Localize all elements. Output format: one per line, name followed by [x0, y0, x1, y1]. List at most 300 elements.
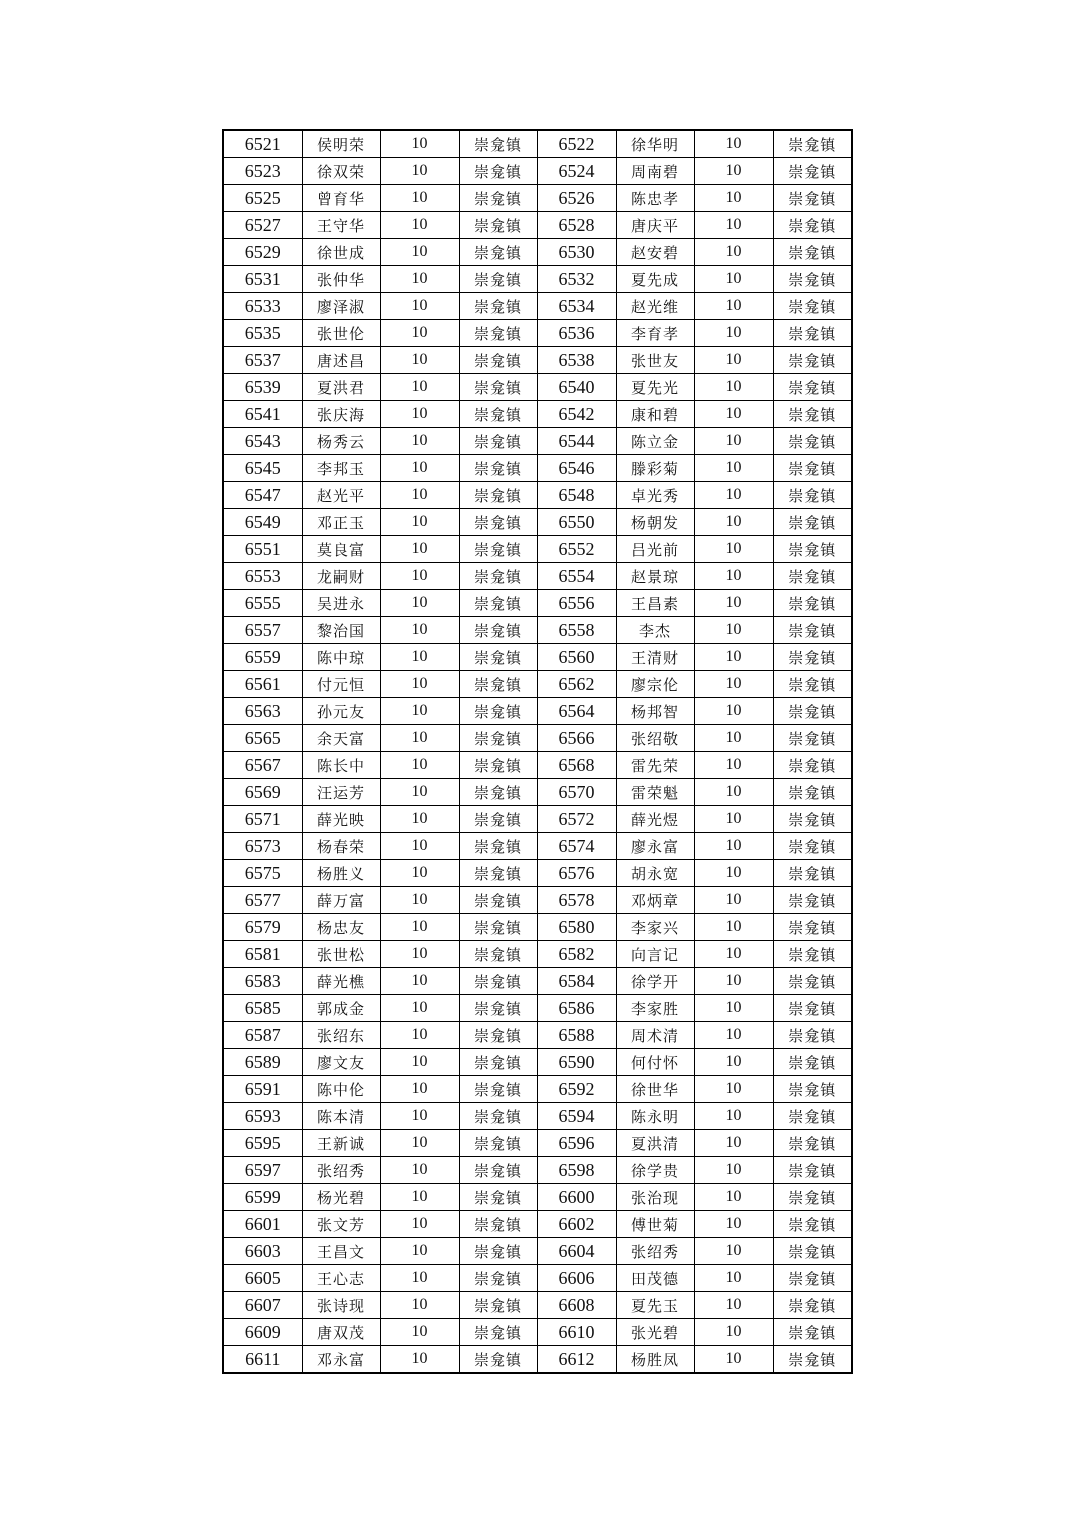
record-number-cell: 6610: [537, 1319, 616, 1346]
amount-cell: 10: [694, 293, 773, 320]
amount-cell: 10: [380, 320, 459, 347]
town-name-cell: 崇龛镇: [459, 266, 537, 293]
table-row: [223, 806, 852, 833]
amount-cell: 10: [694, 1022, 773, 1049]
record-number-cell: 6582: [537, 941, 616, 968]
amount-cell: 10: [694, 347, 773, 374]
person-name-cell: 徐世成: [302, 239, 380, 266]
town-name-cell: 崇龛镇: [459, 995, 537, 1022]
town-name-cell: 崇龛镇: [459, 1238, 537, 1265]
table-row: [223, 266, 852, 293]
record-number-cell: 6521: [223, 130, 302, 158]
town-name-cell: 崇龛镇: [773, 1130, 852, 1157]
person-name-cell: 滕彩菊: [616, 455, 694, 482]
record-number-cell: 6587: [223, 1022, 302, 1049]
town-name-cell: 崇龛镇: [773, 482, 852, 509]
amount-cell: 10: [380, 806, 459, 833]
town-name-cell: 崇龛镇: [459, 158, 537, 185]
town-name-cell: 崇龛镇: [459, 212, 537, 239]
record-number-cell: 6549: [223, 509, 302, 536]
record-number-cell: 6539: [223, 374, 302, 401]
town-name-cell: 崇龛镇: [459, 698, 537, 725]
person-name-cell: 杨邦智: [616, 698, 694, 725]
person-name-cell: 邓永富: [302, 1346, 380, 1374]
town-name-cell: 崇龛镇: [773, 293, 852, 320]
record-number-cell: 6551: [223, 536, 302, 563]
town-name-cell: 崇龛镇: [459, 833, 537, 860]
roster-body: [223, 130, 852, 1373]
town-name-cell: 崇龛镇: [773, 833, 852, 860]
amount-cell: 10: [694, 130, 773, 158]
person-name-cell: 康和碧: [616, 401, 694, 428]
amount-cell: 10: [380, 401, 459, 428]
person-name-cell: 张绍秀: [616, 1238, 694, 1265]
town-name-cell: 崇龛镇: [773, 887, 852, 914]
town-name-cell: 崇龛镇: [459, 725, 537, 752]
person-name-cell: 杨胜凤: [616, 1346, 694, 1374]
town-name-cell: 崇龛镇: [773, 1103, 852, 1130]
person-name-cell: 何付怀: [616, 1049, 694, 1076]
amount-cell: 10: [694, 1130, 773, 1157]
amount-cell: 10: [380, 482, 459, 509]
town-name-cell: 崇龛镇: [773, 860, 852, 887]
town-name-cell: 崇龛镇: [773, 995, 852, 1022]
person-name-cell: 卓光秀: [616, 482, 694, 509]
record-number-cell: 6600: [537, 1184, 616, 1211]
amount-cell: 10: [694, 806, 773, 833]
table-row: [223, 860, 852, 887]
person-name-cell: 张光碧: [616, 1319, 694, 1346]
person-name-cell: 陈中琼: [302, 644, 380, 671]
amount-cell: 10: [380, 455, 459, 482]
person-name-cell: 张世友: [616, 347, 694, 374]
person-name-cell: 薛光映: [302, 806, 380, 833]
record-number-cell: 6606: [537, 1265, 616, 1292]
record-number-cell: 6596: [537, 1130, 616, 1157]
person-name-cell: 王心志: [302, 1265, 380, 1292]
town-name-cell: 崇龛镇: [459, 482, 537, 509]
record-number-cell: 6560: [537, 644, 616, 671]
amount-cell: 10: [694, 860, 773, 887]
table-row: [223, 374, 852, 401]
record-number-cell: 6548: [537, 482, 616, 509]
record-number-cell: 6550: [537, 509, 616, 536]
person-name-cell: 龙嗣财: [302, 563, 380, 590]
person-name-cell: 张仲华: [302, 266, 380, 293]
record-number-cell: 6590: [537, 1049, 616, 1076]
record-number-cell: 6603: [223, 1238, 302, 1265]
record-number-cell: 6552: [537, 536, 616, 563]
record-number-cell: 6558: [537, 617, 616, 644]
town-name-cell: 崇龛镇: [773, 428, 852, 455]
town-name-cell: 崇龛镇: [773, 1022, 852, 1049]
person-name-cell: 曾育华: [302, 185, 380, 212]
person-name-cell: 唐双茂: [302, 1319, 380, 1346]
amount-cell: 10: [380, 1346, 459, 1374]
record-number-cell: 6592: [537, 1076, 616, 1103]
town-name-cell: 崇龛镇: [773, 130, 852, 158]
record-number-cell: 6561: [223, 671, 302, 698]
amount-cell: 10: [694, 185, 773, 212]
person-name-cell: 赵景琼: [616, 563, 694, 590]
person-name-cell: 李家胜: [616, 995, 694, 1022]
town-name-cell: 崇龛镇: [773, 401, 852, 428]
amount-cell: 10: [380, 347, 459, 374]
amount-cell: 10: [380, 130, 459, 158]
town-name-cell: 崇龛镇: [459, 347, 537, 374]
person-name-cell: 杨光碧: [302, 1184, 380, 1211]
person-name-cell: 邓正玉: [302, 509, 380, 536]
town-name-cell: 崇龛镇: [773, 671, 852, 698]
person-name-cell: 徐学贵: [616, 1157, 694, 1184]
record-number-cell: 6532: [537, 266, 616, 293]
table-row: [223, 1238, 852, 1265]
town-name-cell: 崇龛镇: [459, 1265, 537, 1292]
record-number-cell: 6591: [223, 1076, 302, 1103]
table-row: [223, 401, 852, 428]
person-name-cell: 廖文友: [302, 1049, 380, 1076]
record-number-cell: 6563: [223, 698, 302, 725]
record-number-cell: 6588: [537, 1022, 616, 1049]
town-name-cell: 崇龛镇: [459, 1022, 537, 1049]
person-name-cell: 陈永明: [616, 1103, 694, 1130]
person-name-cell: 夏先成: [616, 266, 694, 293]
town-name-cell: 崇龛镇: [773, 563, 852, 590]
record-number-cell: 6528: [537, 212, 616, 239]
amount-cell: 10: [380, 239, 459, 266]
amount-cell: 10: [380, 1049, 459, 1076]
town-name-cell: 崇龛镇: [459, 130, 537, 158]
amount-cell: 10: [380, 374, 459, 401]
person-name-cell: 张治现: [616, 1184, 694, 1211]
amount-cell: 10: [694, 779, 773, 806]
town-name-cell: 崇龛镇: [773, 1184, 852, 1211]
person-name-cell: 张绍东: [302, 1022, 380, 1049]
amount-cell: 10: [380, 158, 459, 185]
person-name-cell: 杨秀云: [302, 428, 380, 455]
amount-cell: 10: [380, 1157, 459, 1184]
amount-cell: 10: [380, 1022, 459, 1049]
amount-cell: 10: [380, 941, 459, 968]
record-number-cell: 6578: [537, 887, 616, 914]
amount-cell: 10: [380, 1238, 459, 1265]
record-number-cell: 6527: [223, 212, 302, 239]
person-name-cell: 陈长中: [302, 752, 380, 779]
amount-cell: 10: [380, 860, 459, 887]
amount-cell: 10: [694, 644, 773, 671]
record-number-cell: 6525: [223, 185, 302, 212]
town-name-cell: 崇龛镇: [459, 1049, 537, 1076]
town-name-cell: 崇龛镇: [459, 1319, 537, 1346]
person-name-cell: 李育孝: [616, 320, 694, 347]
person-name-cell: 王昌文: [302, 1238, 380, 1265]
town-name-cell: 崇龛镇: [459, 563, 537, 590]
amount-cell: 10: [380, 536, 459, 563]
town-name-cell: 崇龛镇: [773, 725, 852, 752]
record-number-cell: 6611: [223, 1346, 302, 1374]
person-name-cell: 唐庆平: [616, 212, 694, 239]
person-name-cell: 张绍秀: [302, 1157, 380, 1184]
amount-cell: 10: [380, 1292, 459, 1319]
town-name-cell: 崇龛镇: [459, 887, 537, 914]
table-row: [223, 995, 852, 1022]
record-number-cell: 6608: [537, 1292, 616, 1319]
amount-cell: 10: [694, 1184, 773, 1211]
town-name-cell: 崇龛镇: [459, 1076, 537, 1103]
town-name-cell: 崇龛镇: [773, 1238, 852, 1265]
record-number-cell: 6536: [537, 320, 616, 347]
table-row: [223, 482, 852, 509]
table-row: [223, 293, 852, 320]
record-number-cell: 6599: [223, 1184, 302, 1211]
town-name-cell: 崇龛镇: [459, 968, 537, 995]
town-name-cell: 崇龛镇: [459, 671, 537, 698]
town-name-cell: 崇龛镇: [773, 806, 852, 833]
person-name-cell: 吕光前: [616, 536, 694, 563]
table-row: [223, 833, 852, 860]
person-name-cell: 赵光维: [616, 293, 694, 320]
town-name-cell: 崇龛镇: [773, 239, 852, 266]
town-name-cell: 崇龛镇: [773, 914, 852, 941]
person-name-cell: 李邦玉: [302, 455, 380, 482]
amount-cell: 10: [380, 914, 459, 941]
town-name-cell: 崇龛镇: [773, 455, 852, 482]
amount-cell: 10: [694, 833, 773, 860]
record-number-cell: 6593: [223, 1103, 302, 1130]
town-name-cell: 崇龛镇: [459, 293, 537, 320]
amount-cell: 10: [380, 185, 459, 212]
table-row: [223, 1184, 852, 1211]
record-number-cell: 6547: [223, 482, 302, 509]
record-number-cell: 6566: [537, 725, 616, 752]
town-name-cell: 崇龛镇: [459, 752, 537, 779]
amount-cell: 10: [694, 509, 773, 536]
town-name-cell: 崇龛镇: [773, 509, 852, 536]
person-name-cell: 王昌素: [616, 590, 694, 617]
record-number-cell: 6575: [223, 860, 302, 887]
record-number-cell: 6559: [223, 644, 302, 671]
amount-cell: 10: [380, 968, 459, 995]
table-row: [223, 1265, 852, 1292]
town-name-cell: 崇龛镇: [773, 185, 852, 212]
amount-cell: 10: [380, 887, 459, 914]
town-name-cell: 崇龛镇: [773, 1157, 852, 1184]
town-name-cell: 崇龛镇: [459, 374, 537, 401]
table-row: [223, 617, 852, 644]
town-name-cell: 崇龛镇: [459, 1346, 537, 1374]
amount-cell: 10: [694, 887, 773, 914]
amount-cell: 10: [380, 698, 459, 725]
record-number-cell: 6583: [223, 968, 302, 995]
record-number-cell: 6533: [223, 293, 302, 320]
town-name-cell: 崇龛镇: [459, 239, 537, 266]
record-number-cell: 6567: [223, 752, 302, 779]
record-number-cell: 6574: [537, 833, 616, 860]
table-row: [223, 239, 852, 266]
record-number-cell: 6579: [223, 914, 302, 941]
amount-cell: 10: [694, 914, 773, 941]
record-number-cell: 6609: [223, 1319, 302, 1346]
town-name-cell: 崇龛镇: [459, 806, 537, 833]
town-name-cell: 崇龛镇: [773, 347, 852, 374]
town-name-cell: 崇龛镇: [773, 941, 852, 968]
amount-cell: 10: [694, 266, 773, 293]
amount-cell: 10: [380, 833, 459, 860]
table-row: [223, 158, 852, 185]
person-name-cell: 吴进永: [302, 590, 380, 617]
roster-table: [222, 129, 853, 1374]
record-number-cell: 6524: [537, 158, 616, 185]
table-row: [223, 509, 852, 536]
town-name-cell: 崇龛镇: [459, 455, 537, 482]
record-number-cell: 6571: [223, 806, 302, 833]
person-name-cell: 胡永宽: [616, 860, 694, 887]
town-name-cell: 崇龛镇: [773, 590, 852, 617]
town-name-cell: 崇龛镇: [459, 320, 537, 347]
town-name-cell: 崇龛镇: [773, 968, 852, 995]
table-row: [223, 644, 852, 671]
person-name-cell: 廖宗伦: [616, 671, 694, 698]
record-number-cell: 6605: [223, 1265, 302, 1292]
person-name-cell: 余天富: [302, 725, 380, 752]
record-number-cell: 6553: [223, 563, 302, 590]
amount-cell: 10: [380, 590, 459, 617]
record-number-cell: 6554: [537, 563, 616, 590]
amount-cell: 10: [694, 1265, 773, 1292]
amount-cell: 10: [694, 752, 773, 779]
table-row: [223, 1103, 852, 1130]
town-name-cell: 崇龛镇: [459, 1103, 537, 1130]
table-row: [223, 455, 852, 482]
person-name-cell: 张世松: [302, 941, 380, 968]
record-number-cell: 6584: [537, 968, 616, 995]
table-row: [223, 428, 852, 455]
amount-cell: 10: [694, 1346, 773, 1374]
amount-cell: 10: [694, 1076, 773, 1103]
town-name-cell: 崇龛镇: [773, 1292, 852, 1319]
person-name-cell: 陈中伦: [302, 1076, 380, 1103]
amount-cell: 10: [694, 374, 773, 401]
town-name-cell: 崇龛镇: [773, 1211, 852, 1238]
amount-cell: 10: [380, 617, 459, 644]
record-number-cell: 6537: [223, 347, 302, 374]
record-number-cell: 6523: [223, 158, 302, 185]
person-name-cell: 周南碧: [616, 158, 694, 185]
table-row: [223, 914, 852, 941]
amount-cell: 10: [694, 536, 773, 563]
table-row: [223, 887, 852, 914]
amount-cell: 10: [694, 617, 773, 644]
town-name-cell: 崇龛镇: [459, 428, 537, 455]
town-name-cell: 崇龛镇: [773, 1076, 852, 1103]
table-row: [223, 536, 852, 563]
amount-cell: 10: [380, 509, 459, 536]
town-name-cell: 崇龛镇: [773, 1346, 852, 1374]
amount-cell: 10: [694, 941, 773, 968]
amount-cell: 10: [694, 428, 773, 455]
person-name-cell: 徐学开: [616, 968, 694, 995]
record-number-cell: 6535: [223, 320, 302, 347]
town-name-cell: 崇龛镇: [459, 644, 537, 671]
amount-cell: 10: [380, 563, 459, 590]
table-row: [223, 941, 852, 968]
person-name-cell: 孙元友: [302, 698, 380, 725]
amount-cell: 10: [380, 752, 459, 779]
town-name-cell: 崇龛镇: [459, 536, 537, 563]
person-name-cell: 田茂德: [616, 1265, 694, 1292]
person-name-cell: 夏先玉: [616, 1292, 694, 1319]
amount-cell: 10: [380, 1130, 459, 1157]
record-number-cell: 6538: [537, 347, 616, 374]
record-number-cell: 6545: [223, 455, 302, 482]
table-row: [223, 698, 852, 725]
person-name-cell: 杨春荣: [302, 833, 380, 860]
person-name-cell: 张诗现: [302, 1292, 380, 1319]
person-name-cell: 徐双荣: [302, 158, 380, 185]
person-name-cell: 陈立金: [616, 428, 694, 455]
record-number-cell: 6612: [537, 1346, 616, 1374]
record-number-cell: 6562: [537, 671, 616, 698]
amount-cell: 10: [694, 212, 773, 239]
record-number-cell: 6576: [537, 860, 616, 887]
record-number-cell: 6530: [537, 239, 616, 266]
record-number-cell: 6542: [537, 401, 616, 428]
person-name-cell: 付元恒: [302, 671, 380, 698]
record-number-cell: 6556: [537, 590, 616, 617]
town-name-cell: 崇龛镇: [773, 779, 852, 806]
record-number-cell: 6565: [223, 725, 302, 752]
table-row: [223, 320, 852, 347]
person-name-cell: 郭成金: [302, 995, 380, 1022]
town-name-cell: 崇龛镇: [773, 266, 852, 293]
record-number-cell: 6595: [223, 1130, 302, 1157]
record-number-cell: 6601: [223, 1211, 302, 1238]
record-number-cell: 6594: [537, 1103, 616, 1130]
record-number-cell: 6585: [223, 995, 302, 1022]
amount-cell: 10: [380, 1103, 459, 1130]
record-number-cell: 6607: [223, 1292, 302, 1319]
amount-cell: 10: [694, 1103, 773, 1130]
person-name-cell: 赵光平: [302, 482, 380, 509]
person-name-cell: 莫良富: [302, 536, 380, 563]
record-number-cell: 6573: [223, 833, 302, 860]
table-row: [223, 1319, 852, 1346]
person-name-cell: 陈忠孝: [616, 185, 694, 212]
person-name-cell: 李家兴: [616, 914, 694, 941]
person-name-cell: 傅世菊: [616, 1211, 694, 1238]
town-name-cell: 崇龛镇: [459, 185, 537, 212]
town-name-cell: 崇龛镇: [459, 860, 537, 887]
person-name-cell: 汪运芳: [302, 779, 380, 806]
person-name-cell: 张文芳: [302, 1211, 380, 1238]
person-name-cell: 王新诚: [302, 1130, 380, 1157]
record-number-cell: 6589: [223, 1049, 302, 1076]
person-name-cell: 徐世华: [616, 1076, 694, 1103]
record-number-cell: 6534: [537, 293, 616, 320]
town-name-cell: 崇龛镇: [773, 212, 852, 239]
amount-cell: 10: [694, 725, 773, 752]
record-number-cell: 6541: [223, 401, 302, 428]
amount-cell: 10: [380, 212, 459, 239]
person-name-cell: 廖泽淑: [302, 293, 380, 320]
amount-cell: 10: [694, 239, 773, 266]
amount-cell: 10: [380, 1211, 459, 1238]
person-name-cell: 夏先光: [616, 374, 694, 401]
amount-cell: 10: [694, 1049, 773, 1076]
person-name-cell: 杨胜义: [302, 860, 380, 887]
amount-cell: 10: [694, 1238, 773, 1265]
record-number-cell: 6586: [537, 995, 616, 1022]
